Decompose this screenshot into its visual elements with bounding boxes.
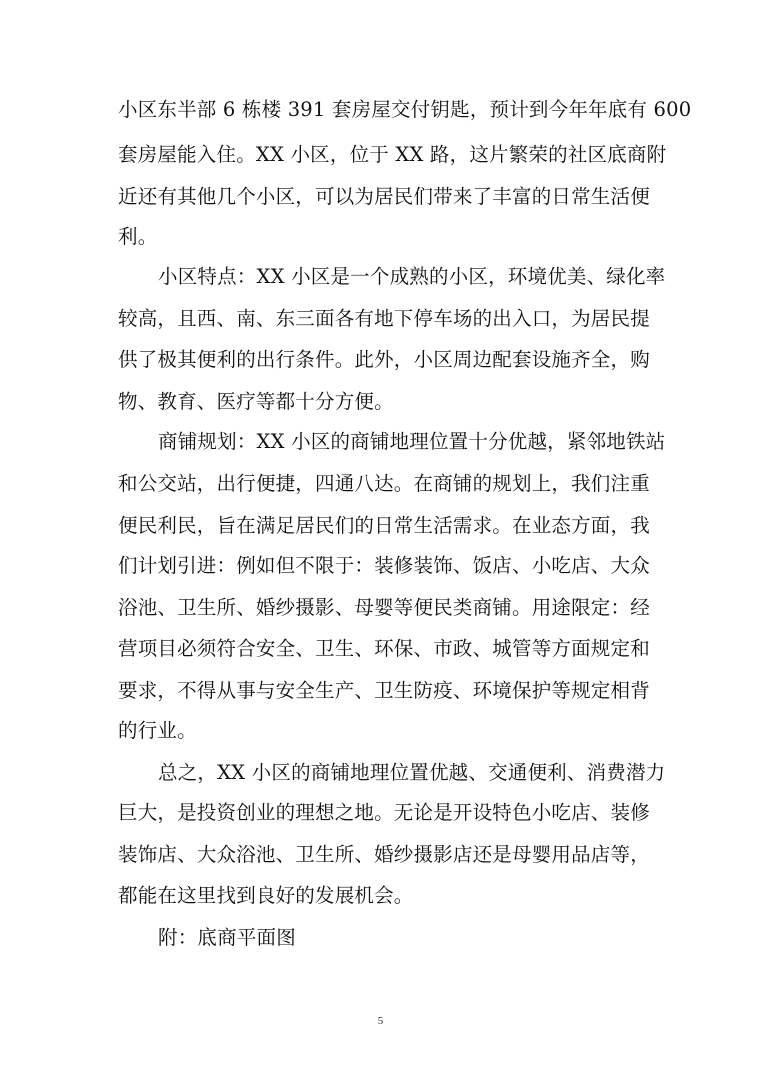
text-line: 都能在这里找到良好的发展机会。 bbox=[118, 884, 414, 907]
text-line: 利。 bbox=[118, 225, 158, 248]
text-line: 套房屋能入住。XX 小区，位于 XX 路，这片繁荣的社区底商附 bbox=[118, 143, 667, 166]
text-line: 要求，不得从事与安全生产、卫生防疫、环境保护等规定相背 bbox=[118, 679, 650, 702]
text-line: 营项目必须符合安全、卫生、环保、市政、城管等方面规定和 bbox=[118, 637, 650, 660]
text-line: 商铺规划：XX 小区的商铺地理位置十分优越，紧邻地铁站 bbox=[158, 430, 666, 453]
text-line: 和公交站，出行便捷，四通八达。在商铺的规划上，我们注重 bbox=[118, 472, 650, 495]
text-line: 物、教育、医疗等都十分方便。 bbox=[118, 390, 394, 413]
text-line: 较高，且西、南、东三面各有地下停车场的出入口，为居民提 bbox=[118, 307, 650, 330]
text-line: 的行业。 bbox=[118, 719, 197, 742]
text-line: 巨大，是投资创业的理想之地。无论是开设特色小吃店、装修 bbox=[118, 801, 650, 824]
text-line: 附：底商平面图 bbox=[158, 926, 296, 949]
text-line: 浴池、卫生所、婚纱摄影、母婴等便民类商铺。用途限定：经 bbox=[118, 596, 650, 619]
page-number: 5 bbox=[377, 1015, 384, 1027]
text-line: 们计划引进：例如但不限于：装修装饰、饭店、小吃店、大众 bbox=[118, 554, 650, 577]
text-line: 供了极其便利的出行条件。此外，小区周边配套设施齐全，购 bbox=[118, 348, 650, 371]
text-line: 总之，XX 小区的商铺地理位置优越、交通便利、消费潜力 bbox=[158, 761, 666, 784]
text-line: 近还有其他几个小区，可以为居民们带来了丰富的日常生活便 bbox=[118, 185, 650, 208]
text-line: 小区特点：XX 小区是一个成熟的小区，环境优美、绿化率 bbox=[158, 265, 666, 288]
text-line: 小区东半部 6 栋楼 391 套房屋交付钥匙，预计到今年年底有 600 bbox=[118, 98, 692, 121]
text-line: 装饰店、大众浴池、卫生所、婚纱摄影店还是母婴用品店等， bbox=[118, 843, 650, 866]
text-line: 便民利民，旨在满足居民们的日常生活需求。在业态方面，我 bbox=[118, 514, 650, 537]
